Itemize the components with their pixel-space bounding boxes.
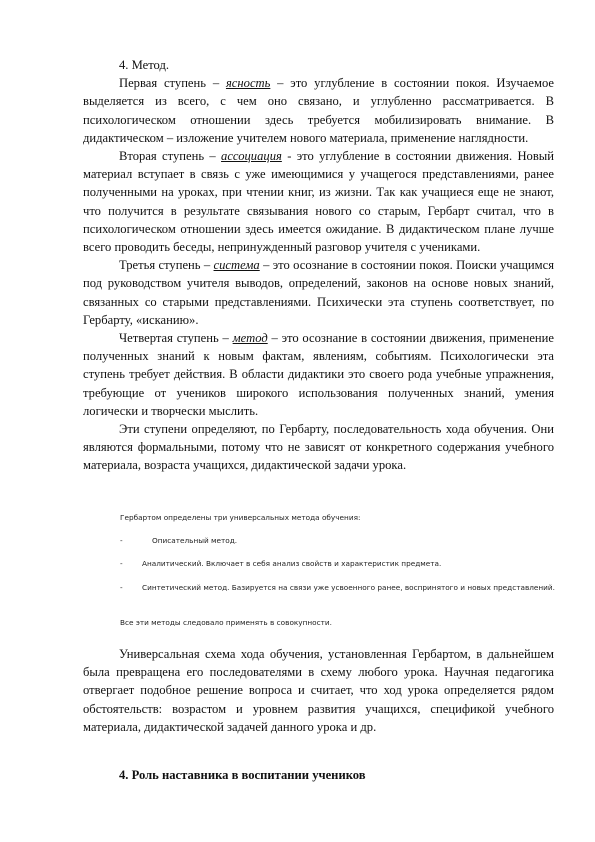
paragraph-association bbox=[83, 147, 554, 256]
method-item-text: Синтетический метод. Базируется на связи уже усвоенного ранее, воспринятого и новых представлений. bbox=[142, 583, 555, 592]
term-system: система bbox=[213, 258, 260, 273]
herbart-steps-section bbox=[83, 56, 554, 475]
method-item-text: Описательный метод. bbox=[152, 536, 238, 545]
paragraph-steps-summary: Эти ступени определяют, по Гербарту, последовательность хода обучения. Они являются формальными, потому что не зависят от конкретного содержания учебного материала, возраста учащихся, дидактической задачи урока. bbox=[83, 422, 554, 473]
bullet-dash-icon: - bbox=[120, 559, 123, 568]
section-heading: 4. Роль наставника в воспитании учеников bbox=[119, 768, 366, 782]
methods-outro: Все эти методы следовало применять в совокупности. bbox=[120, 618, 332, 627]
paragraph-method-lead: Четвертая ступень – bbox=[119, 331, 233, 346]
paragraph-method bbox=[83, 329, 554, 420]
paragraph-system-lead: Третья ступень – bbox=[119, 258, 214, 273]
methods-intro: Гербартом определены три универсальных метода обучения: bbox=[120, 513, 361, 522]
paragraph-lesson-scheme: Универсальная схема хода обучения, установленная Гербартом, в дальнейшем была превращена его последователями в схему любого урока. Научная педагогика отвергает подобное решение вопроса и считает, что ход урока определяется рядом обстоятельств: возрастом и уровнем развития учащихся, спецификой учебного материала, дидактической задачей данного урока и др. bbox=[83, 647, 554, 734]
paragraph-clarity-text: – это углубление в состоянии покоя. Изучаемое выделяется из всего, с чем оно связано, и углубленно рассматривается. В психологическом отношении здесь требуется мобилизировать внимание. В дидактическом – изложение учителем нового материала, применение наглядности. bbox=[83, 76, 554, 145]
method-heading: 4. Метод. bbox=[119, 58, 170, 72]
term-method: метод bbox=[232, 331, 268, 346]
method-item-text: Аналитический. Включает в себя анализ свойств и характеристик предмета. bbox=[142, 559, 442, 568]
bullet-dash-icon: - bbox=[120, 583, 123, 592]
term-clarity: ясность bbox=[225, 76, 271, 91]
paragraph-system-text: – это осознание в состоянии покоя. Поиски учащимся под руководством учителя выводов, определений, законов на основе новых знаний, связанных со старыми представлениями. Психически эта ступень соответствует, по Гербарту, «исканию». bbox=[83, 258, 555, 327]
paragraph-system bbox=[83, 256, 554, 329]
methods-list-item bbox=[120, 535, 556, 546]
term-association: ассоциация bbox=[221, 149, 282, 164]
bullet-dash-icon: - bbox=[120, 536, 123, 545]
methods-list-item bbox=[120, 582, 556, 593]
paragraph-association-lead: Вторая ступень – bbox=[119, 149, 222, 164]
paragraph-clarity bbox=[83, 74, 554, 147]
paragraph-clarity-lead: Первая ступень – bbox=[119, 76, 226, 91]
lesson-scheme-section bbox=[83, 645, 554, 736]
methods-list-item bbox=[120, 558, 556, 569]
paragraph-association-text: - это углубление в состоянии движения. Новый материал вступает в связь с уже имеющимися у учащегося представлениями, ранее полученными на уроках, при чтении книг, из жизни. Так как учащиеся еще не знают, что получится в результате связывания нового со старым, Гербарт считал, что в психологическом отношении здесь имеется ожидание. В дидактическом плане лучше всего проводить беседы, непринужденный разговор учителя с учениками. bbox=[83, 149, 554, 255]
paragraph-method-text: – это осознание в состоянии движения, применение полученных знаний к новым фактам, явлениям, событиям. Психологически эта ступень требует действия. В области дидактики это своего рода учебные упражнения, требующие от учеников широкого использования полученных знаний, умения логически и творчески мыслить. bbox=[83, 331, 554, 418]
